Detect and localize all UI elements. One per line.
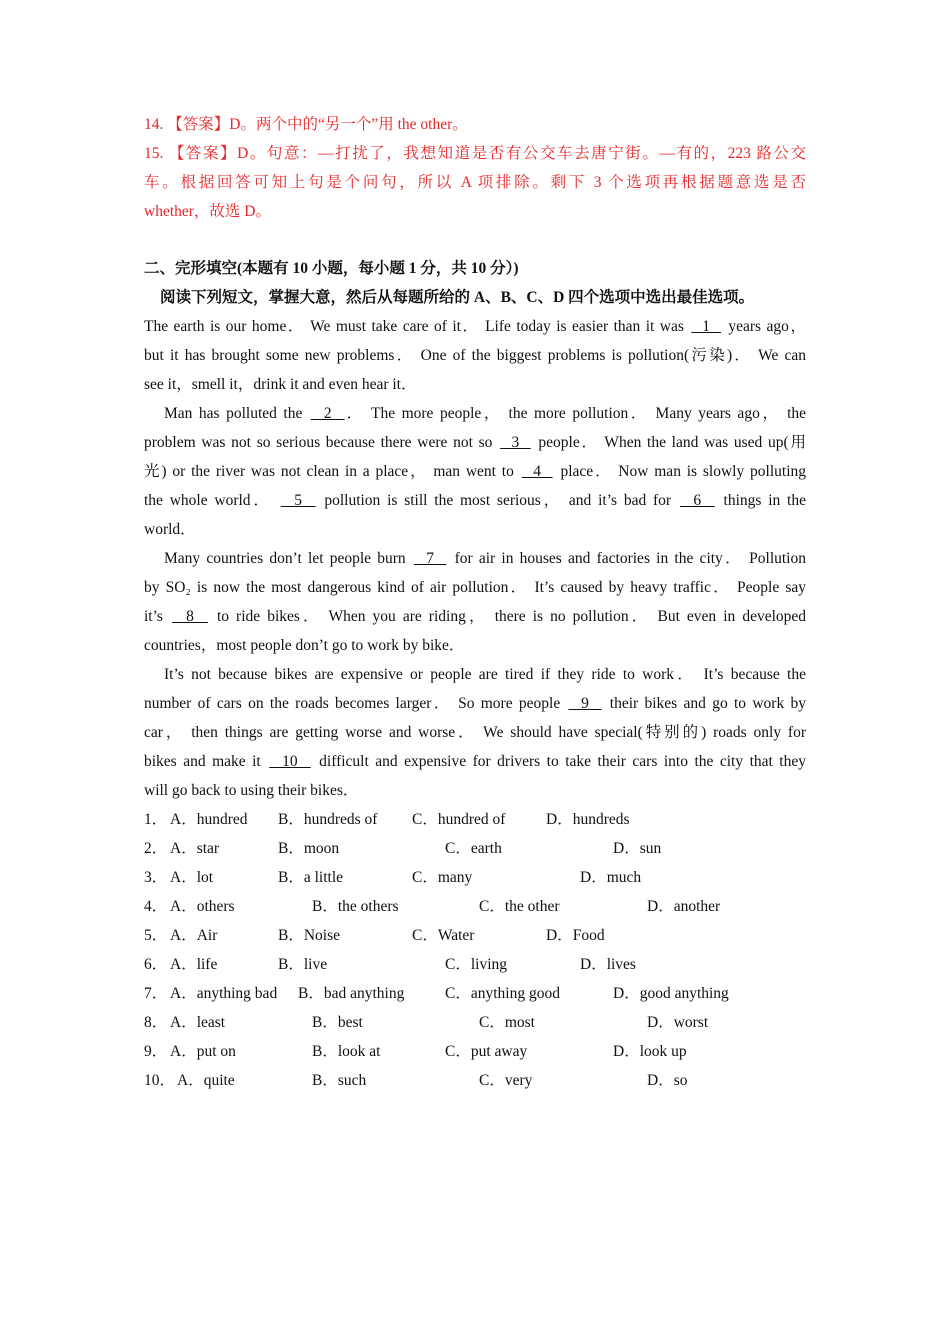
question-number: 7． xyxy=(144,985,168,1002)
question-number: 1． xyxy=(144,811,168,828)
blank-2: 2 xyxy=(310,405,345,422)
section-title: 二、完形填空(本题有 10 小题，每小题 1 分，共 10 分）) xyxy=(144,260,519,277)
passage-line: world． xyxy=(144,521,196,538)
option-d: D．good anything xyxy=(613,985,729,1002)
option-b: B．live xyxy=(278,956,328,973)
option-c: C．living xyxy=(445,956,508,973)
answer-15-line-3: whether，故选 D。 xyxy=(144,203,271,220)
option-d: D．hundreds xyxy=(546,811,630,828)
passage-line: 光) or the river was not clean in a place， man went to 4 place． Now man is slowly polluting xyxy=(144,463,807,480)
option-c: C．earth xyxy=(445,840,502,857)
option-c: C．most xyxy=(479,1014,535,1031)
option-d: D．much xyxy=(580,869,642,886)
passage-line: car， then things are getting worse and worse． We should have special(特别的) roads only for xyxy=(144,724,806,741)
blank-7: 7 xyxy=(413,550,447,567)
blank-8: 8 xyxy=(172,608,208,625)
answer-15-line-1: 15. 【答案】D。句意：—打扰了，我想知道是否有公交车去唐宁街。—有的，223 路公交 xyxy=(144,145,806,162)
option-a: A．anything bad xyxy=(170,985,278,1002)
option-a: A．others xyxy=(170,898,235,915)
option-c: C．Water xyxy=(412,927,475,944)
option-b: B．a little xyxy=(278,869,344,886)
option-a: A．Air xyxy=(170,927,218,944)
option-a: A．put on xyxy=(170,1043,236,1060)
passage-line: see it，smell it，drink it and even hear it． xyxy=(144,376,417,393)
question-number: 5． xyxy=(144,927,168,944)
option-d: D．Food xyxy=(546,927,605,944)
option-c: C．many xyxy=(412,869,473,886)
question-number: 3． xyxy=(144,869,168,886)
blank-10: 10 xyxy=(269,753,311,770)
passage-line: will go back to using their bikes． xyxy=(144,782,359,799)
option-b: B．look at xyxy=(312,1043,381,1060)
option-d: D．look up xyxy=(613,1043,687,1060)
option-b: B．bad anything xyxy=(298,985,405,1002)
section-instruction: 阅读下列短文，掌握大意，然后从每题所给的 A、B、C、D 四个选项中选出最佳选项。 xyxy=(160,289,755,306)
answer-14: 14. 【答案】D。两个中的“另一个”用 the other。 xyxy=(144,116,468,133)
option-c: C．the other xyxy=(479,898,560,915)
option-d: D．so xyxy=(647,1072,688,1089)
blank-1: 1 xyxy=(691,318,721,335)
passage-line: the whole world． 5 pollution is still the most serious， and it’s bad for 6 things in the xyxy=(144,492,806,509)
passage-line: but it has brought some new problems． One of the biggest problems is pollution(污染)． We can xyxy=(144,347,806,364)
option-d: D．worst xyxy=(647,1014,709,1031)
option-d: D．another xyxy=(647,898,721,915)
option-c: C．very xyxy=(479,1072,533,1089)
passage-line: by SO₂ is now the most dangerous kind of air pollution． It’s caused by heavy traffic． People say xyxy=(144,579,806,596)
blank-5: 5 xyxy=(280,492,316,509)
option-c: C．put away xyxy=(445,1043,528,1060)
option-a: A．star xyxy=(170,840,220,857)
passage-line: Many countries don’t let people burn 7 for air in houses and factories in the city． Pollution xyxy=(164,550,806,567)
question-number: 8． xyxy=(144,1014,168,1031)
option-d: D．lives xyxy=(580,956,636,973)
question-number: 10． xyxy=(144,1072,176,1089)
passage-line: It’s not because bikes are expensive or people are tired if they ride to work． It’s because the xyxy=(164,666,806,683)
passage-line: bikes and make it 10 difficult and expensive for drivers to take their cars into the city that they xyxy=(144,753,806,770)
option-b: B．such xyxy=(312,1072,367,1089)
option-a: A．hundred xyxy=(170,811,248,828)
option-b: B．moon xyxy=(278,840,340,857)
option-b: B．hundreds of xyxy=(278,811,378,828)
option-a: A．quite xyxy=(177,1072,235,1089)
passage-line: it’s 8 to ride bikes． When you are riding， there is no pollution． But even in developed xyxy=(144,608,807,625)
option-a: A．life xyxy=(170,956,218,973)
option-c: C．anything good xyxy=(445,985,560,1002)
passage-line: Man has polluted the 2 ． The more people， the more pollution． Many years ago， the xyxy=(164,405,807,422)
blank-6: 6 xyxy=(679,492,715,509)
answer-15-line-2: 车。根据回答可知上句是个问句，所以 A 项排除。剩下 3 个选项再根据题意选是否 xyxy=(144,174,806,191)
passage-line: problem was not so serious because there were not so 3 people． When the land was used up(用 xyxy=(144,434,806,451)
option-a: A．lot xyxy=(170,869,214,886)
question-number: 4． xyxy=(144,898,168,915)
option-b: B．best xyxy=(312,1014,363,1031)
option-a: A．least xyxy=(170,1014,226,1031)
blank-9: 9 xyxy=(568,695,602,712)
passage-line: The earth is our home． We must take care of it． Life today is easier than it was 1 years ago， xyxy=(144,318,807,335)
blank-4: 4 xyxy=(521,463,553,480)
option-b: B．Noise xyxy=(278,927,341,944)
question-number: 2． xyxy=(144,840,168,857)
option-d: D．sun xyxy=(613,840,662,857)
option-b: B．the others xyxy=(312,898,399,915)
option-c: C．hundred of xyxy=(412,811,506,828)
question-number: 6． xyxy=(144,956,168,973)
question-number: 9． xyxy=(144,1043,168,1060)
blank-3: 3 xyxy=(500,434,531,451)
passage-line: number of cars on the roads becomes larger． So more people 9 their bikes and go to work by xyxy=(144,695,807,712)
passage-line: countries，most people don’t go to work by bike． xyxy=(144,637,465,654)
